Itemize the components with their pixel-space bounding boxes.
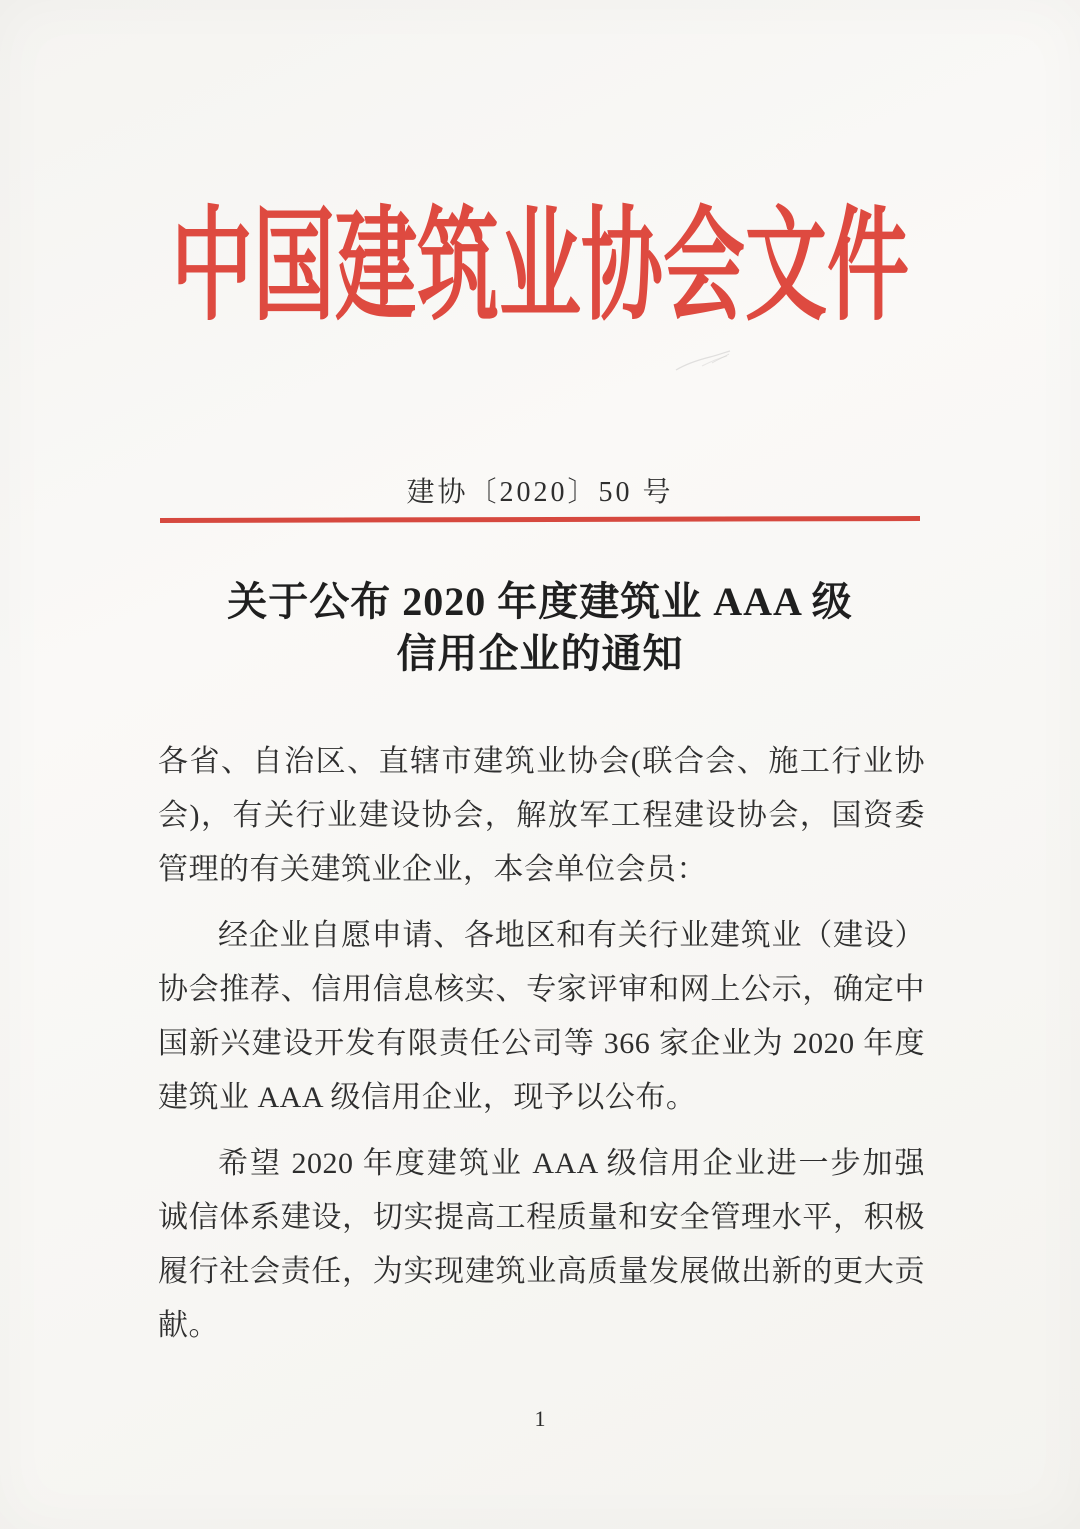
notice-body [158,735,925,1353]
notice-title-line1: 关于公布 2020 年度建筑业 AAA 级 [227,579,853,624]
paragraph-expectation: 希望 2020 年度建筑业 AAA 级信用企业进一步加强诚信体系建设，切实提高工程质量和安全管理水平，积极履行社会责任，为实现建筑业高质量发展做出新的更大贡献。 [158,1147,925,1342]
page-number: 1 [534,1406,546,1431]
notice-title [0,576,1080,680]
document-number: 建协〔2020〕50 号 [406,477,674,508]
red-divider-line [160,516,920,523]
paragraph-announcement: 经企业自愿申请、各地区和有关行业建筑业（建设）协会推荐、信用信息核实、专家评审和网上公示，确定中国新兴建设开发有限责任公司等 366 家企业为 2020 年度建筑业 AAA 级信用企业，现予以公布。 [158,919,925,1114]
letterhead-title: 中国建筑业协会文件 [170,198,909,335]
pencil-smudge-mark [672,348,734,376]
paragraph-salutation: 各省、自治区、直辖市建筑业协会(联合会、施工行业协会)，有关行业建设协会，解放军工程建设协会，国资委管理的有关建筑业企业，本会单位会员： [158,745,925,886]
notice-title-line2: 信用企业的通知 [396,631,684,676]
